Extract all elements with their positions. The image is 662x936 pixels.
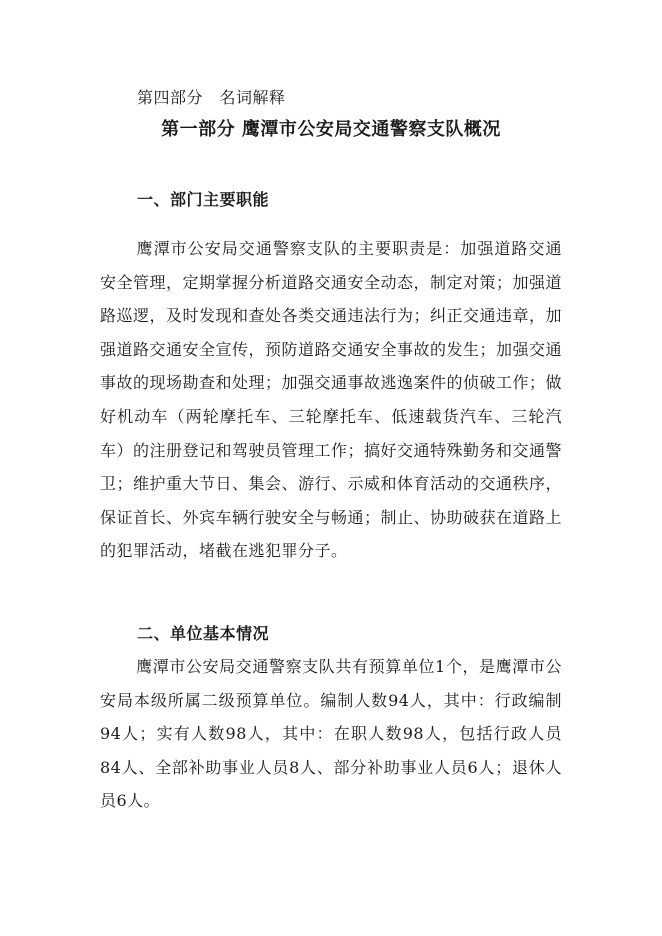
section-title-functions: 一、部门主要职能 <box>137 190 270 209</box>
section-title-basic-info: 二、单位基本情况 <box>137 624 270 643</box>
basic-info-paragraph <box>100 650 562 818</box>
functions-paragraph <box>100 232 562 568</box>
page-title: 第一部分 鹰潭市公安局交通警察支队概况 <box>161 119 501 140</box>
basic-info-text: 鹰潭市公安局交通警察支队共有预算单位1个，是鹰潭市公安局本级所属二级预算单位。编制人数94人，其中：行政编制94人；实有人数98人，其中：在职人数98人，包括行政人员84人、全部补助事业人员8人、部分补助事业人员6人；退休人员6人。 <box>100 657 562 811</box>
functions-text: 鹰潭市公安局交通警察支队的主要职责是：加强道路交通安全管理，定期掌握分析道路交通安全动态，制定对策；加强道路巡逻，及时发现和查处各类交通违法行为；纠正交通违章，加强道路交通安全宣传，预防道路交通安全事故的发生；加强交通事故的现场勘查和处理；加强交通事故逃逸案件的侦破工作；做好机动车（两轮摩托车、三轮摩托车、低速载货汽车、三轮汽车）的注册登记和驾驶员管理工作；搞好交通特殊勤务和交通警卫；维护重大节日、集会、游行、示威和体育活动的交通秩序，保证首长、外宾车辆行驶安全与畅通；制止、协助破获在道路上的犯罪活动，堵截在逃犯罪分子。 <box>100 239 563 561</box>
part-label: 第四部分 名词解释 <box>137 88 286 107</box>
